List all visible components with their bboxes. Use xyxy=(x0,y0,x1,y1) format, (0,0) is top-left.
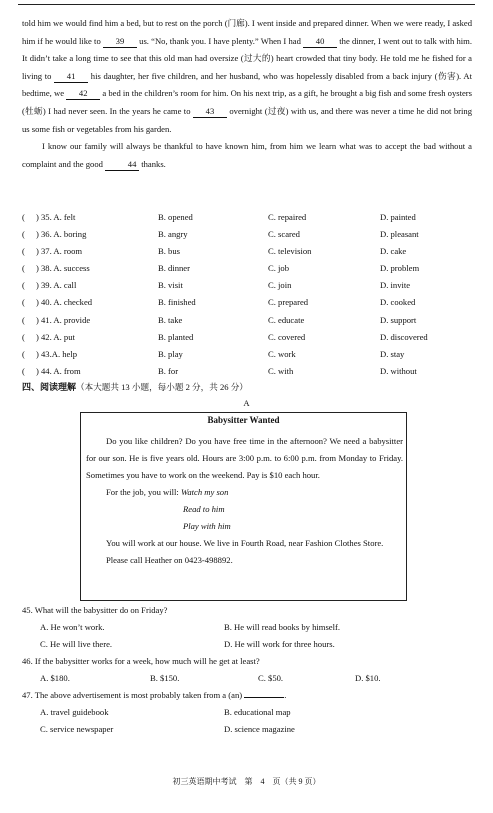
option-a: ) 42. A. put xyxy=(36,331,75,342)
passage-text: a bed in the children’s room for him. On his next trip, as a gift, he brought a big fish and some fresh oysters (牡蛎) I had never seen. In the years he came to xyxy=(22,88,473,116)
option-a: ) 39. A. call xyxy=(36,280,77,291)
ad-contact: Please call Heather on 0423-498892. xyxy=(106,555,233,565)
option-b: B. visit xyxy=(158,280,183,291)
option-b: B. for xyxy=(158,365,179,376)
option-row xyxy=(22,329,474,346)
section-note: （本大题共 13 小题，每小题 2 分，共 26 分） xyxy=(76,382,248,392)
question-45: 45. What will the babysitter do on Friday? xyxy=(22,605,168,615)
choice-d[interactable]: D. $10. xyxy=(355,673,381,683)
option-b: B. dinner xyxy=(158,263,190,274)
option-a: ) 40. A. checked xyxy=(36,297,93,308)
option-d: D. painted xyxy=(380,212,416,222)
page-footer: 初三英语期中考试 第 4 页（共 9 页） xyxy=(172,777,321,786)
section-title: 四、阅读理解 xyxy=(22,383,77,393)
answer-paren[interactable]: ( xyxy=(22,212,25,222)
option-c: C. television xyxy=(268,246,312,257)
choice-d[interactable]: D. He will work for three hours. xyxy=(224,639,335,649)
passage-label: A xyxy=(243,398,250,408)
option-c: C. educate xyxy=(268,314,305,325)
option-row xyxy=(22,277,474,294)
blank-43: 43 xyxy=(193,106,227,118)
blank-41: 41 xyxy=(54,71,88,83)
blank-39: 39 xyxy=(103,36,137,48)
option-row xyxy=(22,209,474,226)
question-46: 46. If the babysitter works for a week, how much will he get at least? xyxy=(22,656,260,666)
option-row xyxy=(22,294,474,311)
option-d: D. stay xyxy=(380,348,405,359)
option-c: C. prepared xyxy=(268,297,309,308)
answer-paren[interactable]: ( xyxy=(22,348,25,359)
question-text: 47. The above advertisement is most probably taken from a (an) xyxy=(22,690,243,700)
top-rule xyxy=(18,4,475,5)
option-a: ) 43.A. help xyxy=(36,348,78,359)
option-row xyxy=(22,243,474,260)
ad-duty: Read to him xyxy=(183,504,225,514)
blank-44: 44 xyxy=(105,159,139,171)
option-c: C. with xyxy=(268,365,294,376)
ad-box xyxy=(80,412,407,601)
option-c: C. scared xyxy=(268,229,300,240)
answer-paren[interactable]: ( xyxy=(22,331,25,342)
blank-40: 40 xyxy=(303,36,337,48)
option-b: B. take xyxy=(158,314,183,325)
blank-42: 42 xyxy=(66,88,100,100)
choice-a[interactable]: A. travel guidebook xyxy=(40,707,109,717)
choice-c[interactable]: C. He will live there. xyxy=(40,639,113,649)
answer-paren[interactable]: ( xyxy=(22,263,25,274)
choice-a[interactable]: A. He won’t work. xyxy=(40,622,105,632)
option-row xyxy=(22,260,474,277)
choice-b[interactable]: B. He will read books by himself. xyxy=(224,622,340,632)
option-b: B. bus xyxy=(158,246,180,257)
choice-d[interactable]: D. science magazine xyxy=(224,724,295,734)
question-end: . xyxy=(284,690,287,700)
option-c: C. work xyxy=(268,348,296,359)
option-c: C. join xyxy=(268,280,292,291)
option-d: D. support xyxy=(380,314,417,325)
option-c: C. covered xyxy=(268,331,306,342)
option-row xyxy=(22,363,474,380)
answer-paren[interactable]: ( xyxy=(22,365,25,376)
option-d: D. cake xyxy=(380,246,407,257)
answer-paren[interactable]: ( xyxy=(22,314,25,325)
option-b: B. finished xyxy=(158,297,196,308)
option-d: D. discovered xyxy=(380,331,428,342)
choice-b[interactable]: B. $150. xyxy=(150,673,180,683)
option-d: D. pleasant xyxy=(380,229,419,240)
closing-paragraph xyxy=(22,138,472,173)
ad-duty-line xyxy=(86,484,403,501)
option-a: ) 38. A. success xyxy=(36,263,90,274)
choice-b[interactable]: B. educational map xyxy=(224,707,291,717)
ad-job-intro: For the job, you will: xyxy=(106,487,179,497)
option-a: ) 35. A. felt xyxy=(36,212,76,222)
option-d: D. invite xyxy=(380,280,411,291)
option-b: B. play xyxy=(158,348,183,359)
option-c: C. job xyxy=(268,263,290,274)
ad-paragraph: Do you like children? Do you have free time in the afternoon? We need a babysitter for our son. He is five years old. Hours are 3:00 p.m. to 6:00 p.m. from Monday to Friday. Sometimes you have to work on the weekend. Pay is $10 each hour. xyxy=(86,436,403,480)
option-a: ) 36. A. boring xyxy=(36,229,87,240)
ad-body xyxy=(86,433,403,569)
option-a: ) 44. A. from xyxy=(36,365,81,376)
passage-text: overnight (过夜) with us, and there was never a time he did not bring us some fish or vegetables from his garden. xyxy=(22,105,472,134)
option-d: D. cooked xyxy=(380,297,416,308)
cloze-passage xyxy=(22,15,472,173)
section-heading xyxy=(22,380,248,393)
option-row xyxy=(22,312,474,329)
ad-title: Babysitter Wanted xyxy=(207,415,280,425)
choice-a[interactable]: A. $180. xyxy=(40,673,70,683)
option-row xyxy=(22,226,474,243)
choice-c[interactable]: C. $50. xyxy=(258,673,284,683)
option-b: B. angry xyxy=(158,229,188,240)
option-a: ) 37. A. room xyxy=(36,246,83,257)
answer-paren[interactable]: ( xyxy=(22,246,25,257)
answer-paren[interactable]: ( xyxy=(22,280,25,291)
option-b: B. opened xyxy=(158,212,193,222)
option-a: ) 41. A. provide xyxy=(36,314,91,325)
choice-c[interactable]: C. service newspaper xyxy=(40,724,114,734)
question-47 xyxy=(22,690,286,700)
answer-paren[interactable]: ( xyxy=(22,297,25,308)
ad-paragraph: You will work at our house. We live in Fourth Road, near Fashion Clothes Store. xyxy=(106,538,384,548)
passage-text: his daughter, her five children, and her husband, who was hopelessly disabled from a back injury (伤害). At bedtime, we xyxy=(22,70,472,99)
option-row xyxy=(22,346,474,363)
passage-text: us. “No, thank you. I have plenty.” When I had xyxy=(139,35,301,46)
passage-text: told him we would find him a bed, but to rest on the porch (门廊). I went inside and prepared dinner. When we were ready, I asked him if he would like to xyxy=(22,18,472,46)
option-b: B. planted xyxy=(158,331,194,342)
passage-text: the dinner, I went out to talk with him. It didn’t take a long time to see that this old man had oversize (过大的) heart crowded that tiny body. He told me he fished for a living to xyxy=(22,35,473,81)
cloze-options xyxy=(22,209,474,380)
option-d: D. without xyxy=(380,365,417,376)
ad-duty: Watch my son xyxy=(180,487,229,497)
answer-paren[interactable]: ( xyxy=(22,229,25,240)
option-d: D. problem xyxy=(380,263,420,274)
ad-duty: Play with him xyxy=(183,521,231,531)
option-c: C. repaired xyxy=(268,212,307,222)
passage-text: thanks. xyxy=(141,158,166,169)
answer-blank[interactable] xyxy=(244,697,284,698)
passage-text: I know our family will always be thankful to have known him, from him we learn what was to accept the bad without a complaint and the good xyxy=(22,141,472,169)
